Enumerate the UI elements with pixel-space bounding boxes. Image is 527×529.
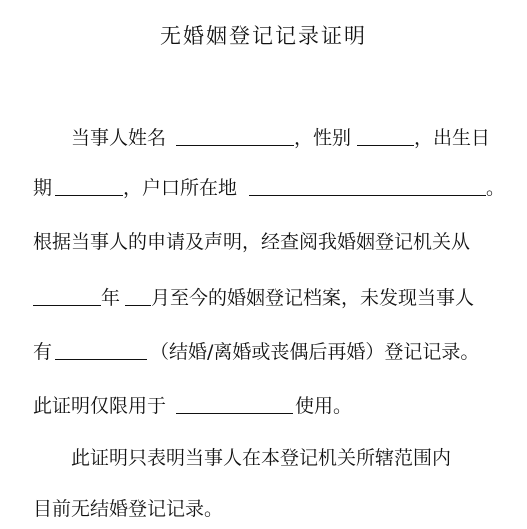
use-label: 使用。 <box>295 395 353 417</box>
gender-label: ，性别 <box>294 127 352 149</box>
birth-label: ，出生日 <box>414 127 491 149</box>
purpose-blank <box>176 413 293 414</box>
scope-text: 此证明只表明当事人在本登记机关所辖范围内 <box>71 447 452 469</box>
record-types: （结婚/离婚或丧偶后再婚）登记记录。 <box>150 341 480 363</box>
year-label: 年 <box>101 287 121 309</box>
month-blank <box>125 305 151 306</box>
line-purpose <box>0 386 527 426</box>
month-label: 月至今的婚姻登记档案，未发现当事人 <box>151 287 475 309</box>
line-application <box>0 222 527 262</box>
hukou-label: ，户口所在地 <box>123 177 238 199</box>
line2-end: 。 <box>486 177 506 199</box>
record-blank <box>55 359 147 360</box>
document-title: 无婚姻登记记录证明 <box>160 24 367 48</box>
you-label: 有 <box>33 341 53 363</box>
hukou-blank <box>249 195 486 196</box>
name-label: 当事人姓名 <box>71 127 167 149</box>
year-blank <box>33 305 101 306</box>
line-conclusion <box>0 489 527 529</box>
line-birth-hukou <box>0 168 527 208</box>
birth-label-end: 期 <box>33 177 53 199</box>
line-name-gender-birth <box>0 118 527 158</box>
name-blank <box>176 145 294 146</box>
line-period <box>0 278 527 318</box>
purpose-label: 此证明仅限用于 <box>33 395 167 417</box>
birth-date-blank <box>55 195 123 196</box>
application-text: 根据当事人的申请及声明，经查阅我婚姻登记机关从 <box>33 231 471 253</box>
conclusion-text: 目前无结婚登记记录。 <box>33 498 224 520</box>
gender-blank <box>357 145 414 146</box>
line-record-type <box>0 332 527 372</box>
line-scope <box>0 438 527 478</box>
